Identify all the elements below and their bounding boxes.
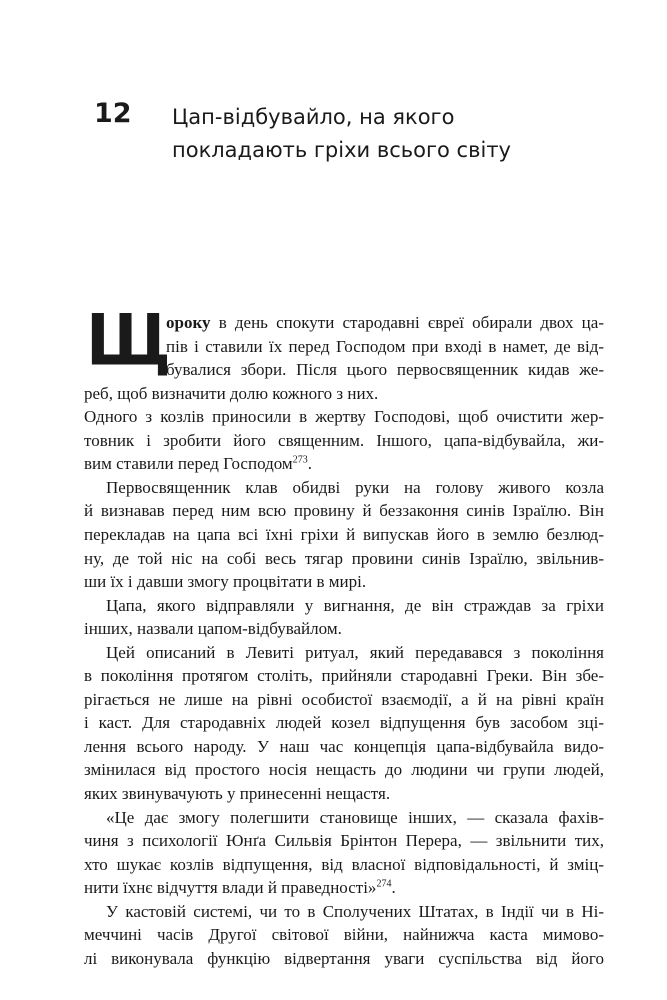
text-line-content: змінилася від простого носія нещасть до людини чи групи людей, xyxy=(84,760,604,780)
text-line-content: в покоління протягом століть, прийняли стародавні Греки. Він збе- xyxy=(84,666,604,686)
text-line-content: меччині часів Другої світової війни, найнижча каста мимово- xyxy=(84,925,604,945)
text-line xyxy=(84,524,604,545)
text-line xyxy=(84,712,604,733)
period: . xyxy=(391,878,396,898)
text-line-content: У кастовій системі, чи то в Сполучених Штатах, в Індії чи в Ні- xyxy=(106,901,604,921)
text-line xyxy=(84,736,604,757)
text-line-content: і каст. Для стародавніх людей козел відпущення був засобом зці- xyxy=(84,713,604,733)
text-line-content: хто шукає козлів відпущення, від власної відповідальності, й зміц- xyxy=(84,854,604,874)
footnote-ref: 274 xyxy=(376,878,392,890)
text-line xyxy=(84,759,604,780)
text-line-content: лі виконувала функцію відвертання уваги суспільства від його xyxy=(84,948,604,968)
text-line xyxy=(84,877,604,898)
text-line-content: яких звинувачують у принесенні нещастя. xyxy=(84,784,391,803)
text-line-content: товник і зробити його священним. Іншого, цапа-відбувайла, жи- xyxy=(84,430,604,450)
text-line xyxy=(84,948,604,969)
text-line xyxy=(84,924,604,945)
text-line xyxy=(84,783,604,804)
text-line-content: перекладав на цапа всі їхні гріхи й випускав його в землю безлюд- xyxy=(84,524,604,544)
chapter-title xyxy=(172,101,511,167)
text-line-content: лення всього народу. У наш час концепція цапа-відбувайла видо- xyxy=(84,736,604,756)
text-line xyxy=(84,430,604,451)
text-line-content: ши їх і давши змогу процвітати в мирі. xyxy=(84,572,367,592)
drop-cap: Щ xyxy=(86,300,171,382)
text-line xyxy=(166,359,604,380)
text-line xyxy=(84,830,604,851)
text-line-content: Первосвященник клав обидві руки на голову живого козла xyxy=(106,477,604,497)
lead-word: ороку xyxy=(166,313,211,332)
text-line xyxy=(106,807,604,828)
text-line xyxy=(84,406,604,427)
text-line-content: бувалися збори. Після цього первосвященник кидав же- xyxy=(166,360,604,380)
text-line xyxy=(106,901,604,922)
chapter-title-line: покладають гріхи всього світу xyxy=(172,138,511,162)
text-line xyxy=(84,665,604,686)
text-line-content: нити їхнє відчуття влади й праведності» xyxy=(84,878,377,898)
text-line xyxy=(106,642,604,663)
text-line xyxy=(84,500,604,521)
text-line xyxy=(84,689,604,710)
chapter-number: 12 xyxy=(94,98,132,129)
text-line-content: вим ставили перед Господом xyxy=(84,454,293,474)
text-line-content: Цей описаний в Левиті ритуал, який передавався з покоління xyxy=(106,642,604,662)
text-line-content: Цапа, якого відправляли у вигнання, де він страждав за гріхи xyxy=(106,595,604,615)
text-line xyxy=(84,854,604,875)
text-line-content: пів і ставили їх перед Господом при вході в намет, де від- xyxy=(166,336,604,356)
period: . xyxy=(307,454,312,474)
text-line-content: в день спокути стародавні євреї обирали двох ца- xyxy=(210,313,604,332)
footnote-ref: 273 xyxy=(292,454,308,466)
chapter-title-line: Цап-відбувайло, на якого xyxy=(172,105,455,129)
text-line xyxy=(84,548,604,569)
text-line xyxy=(84,571,604,592)
text-line-content: й визнавав перед ним всю провину й беззаконня синів Ізраїлю. Він xyxy=(84,501,604,521)
text-line xyxy=(166,336,604,357)
text-line-content: реб, щоб визначити долю кожного з них. xyxy=(84,383,379,403)
text-line-content: «Це дає змогу полегшити становище інших, — сказала фахів- xyxy=(106,807,604,827)
text-line xyxy=(84,383,604,404)
text-line-content: інших, назвали цапом-відбувайлом. xyxy=(84,619,342,639)
text-line-content: Одного з козлів приносили в жертву Господові, щоб очистити жер- xyxy=(84,407,604,427)
text-line-content: рігається не лише на рівні особистої взаємодії, а й на рівні країн xyxy=(84,689,604,709)
text-line xyxy=(106,595,604,616)
text-line-content: чиня з психології Юнґа Сильвія Брінтон Перера, — звільнити тих, xyxy=(84,831,604,851)
text-line xyxy=(166,312,604,333)
text-line-content: ну, де той ніс на собі весь тягар провини синів Ізраїлю, звільнив- xyxy=(84,548,604,568)
text-line xyxy=(106,477,604,498)
text-line xyxy=(84,453,604,474)
text-line xyxy=(84,618,604,639)
